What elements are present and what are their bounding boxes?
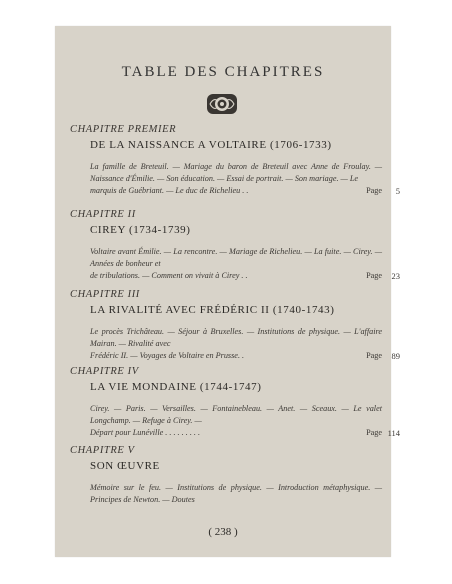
chapter-title: DE LA NAISSANCE A VOLTAIRE (1706-1733)	[90, 139, 332, 151]
page-number: 114	[387, 428, 400, 438]
ornament-icon	[206, 92, 238, 116]
chapter-summary	[90, 246, 400, 282]
summary-last-text: Départ pour Lunéville . . . . . . . . .	[90, 428, 201, 437]
summary-last-text: de tribulations. — Comment on vivait à Cirey . .	[90, 271, 248, 280]
summary-last-line	[90, 350, 382, 362]
chapter-summary	[90, 403, 400, 439]
page-title: TABLE DES CHAPITRES	[121, 64, 325, 80]
summary-last-text: marquis de Guébriant. — Le duc de Richelieu . .	[90, 186, 249, 195]
summary-last-line	[90, 185, 382, 197]
summary-last-line	[90, 270, 382, 282]
page-number: 5	[395, 186, 400, 196]
chapter-summary	[90, 482, 382, 506]
page-word: Page	[366, 428, 382, 437]
chapter-label: CHAPITRE II	[70, 209, 136, 220]
page-number: 89	[391, 351, 400, 361]
chapter-summary	[90, 326, 400, 362]
chapter-title: LA VIE MONDAINE (1744-1747)	[90, 381, 262, 393]
chapter-entry-2	[70, 209, 400, 282]
chapter-label: CHAPITRE PREMIER	[70, 124, 177, 135]
chapter-entry-1	[70, 124, 400, 197]
summary-text: Cirey. — Paris. — Versailles. — Fontainebleau. — Anet. — Sceaux. — Le valet Longchamp. — Refuge à Cirey. —	[90, 404, 382, 425]
chapter-label: CHAPITRE III	[70, 289, 140, 300]
chapter-label: CHAPITRE V	[70, 445, 135, 456]
summary-text: Le procès Trichâteau. — Séjour à Bruxelles. — Institutions de physique. — L'affaire Mairan. — Rivalité avec	[90, 327, 382, 348]
summary-last-line	[90, 427, 382, 439]
chapter-entry-4	[70, 366, 400, 439]
chapter-summary	[90, 161, 400, 197]
chapter-entry-3	[70, 289, 400, 362]
book-page	[55, 26, 400, 557]
chapter-title: SON ŒUVRE	[90, 460, 160, 472]
page-number: 23	[391, 271, 400, 281]
chapter-title: LA RIVALITÉ AVEC FRÉDÉRIC II (1740-1743)	[90, 304, 335, 316]
summary-last-text: Frédéric II. — Voyages de Voltaire en Prusse. .	[90, 351, 245, 360]
summary-text: Voltaire avant Émilie. — La rencontre. — Mariage de Richelieu. — La fuite. — Cirey. — Années de bonheur et	[90, 247, 382, 268]
page-word: Page	[366, 186, 382, 195]
chapter-entry-5	[70, 445, 382, 506]
chapter-title: CIREY (1734-1739)	[90, 224, 191, 236]
chapter-label: CHAPITRE IV	[70, 366, 139, 377]
page-word: Page	[366, 271, 382, 280]
page-word: Page	[366, 351, 382, 360]
page-folio: ( 238 )	[208, 526, 238, 538]
summary-text: Mémoire sur le feu. — Institutions de physique. — Introduction métaphysique. — Principes de Newton. — Doutes	[90, 483, 382, 504]
summary-text: La famille de Breteuil. — Mariage du baron de Breteuil avec Anne de Froulay. — Naissance d'Émilie. — Son éducation. — Essai de portrait. — Son mariage. — Le	[90, 162, 382, 183]
